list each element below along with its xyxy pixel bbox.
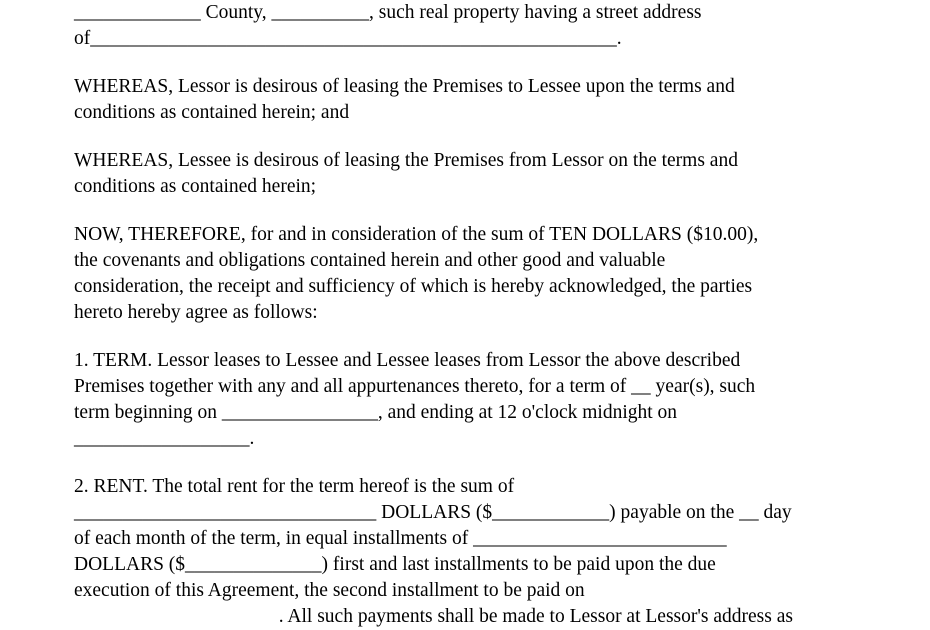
document-line: conditions as contained herein; xyxy=(74,176,317,197)
document-line: WHEREAS, Lessee is desirous of leasing the Premises from Lessor on the terms and xyxy=(74,150,738,171)
document-line: 1. TERM. Lessor leases to Lessee and Lessee leases from Lessor the above described xyxy=(74,350,741,371)
document-line: of______________________________________________________. xyxy=(74,28,622,49)
paragraph-2 xyxy=(74,148,930,200)
document-line: execution of this Agreement, the second installment to be paid on xyxy=(74,580,585,601)
paragraph-1 xyxy=(74,74,930,126)
document-line: 2. RENT. The total rent for the term hereof is the sum of xyxy=(74,476,515,497)
document-line: hereto hereby agree as follows: xyxy=(74,302,318,323)
document-line: WHEREAS, Lessor is desirous of leasing the Premises to Lessee upon the terms and xyxy=(74,76,735,97)
paragraph-5 xyxy=(74,474,930,630)
document-line: term beginning on ________________, and ending at 12 o'clock midnight on xyxy=(74,402,678,423)
document-line: . All such payments shall be made to Lessor at Lessor's address as xyxy=(74,606,793,627)
document-line: Premises together with any and all appurtenances thereto, for a term of __ year(s), such xyxy=(74,376,756,397)
document-line: _______________________________ DOLLARS ($____________) payable on the __ day xyxy=(74,502,792,523)
lease-agreement-text xyxy=(74,0,930,630)
document-line: of each month of the term, in equal installments of __________________________ xyxy=(74,528,727,549)
document-line: the covenants and obligations contained herein and other good and valuable xyxy=(74,250,666,271)
paragraph-3 xyxy=(74,222,930,326)
paragraph-4 xyxy=(74,348,930,452)
document-line: DOLLARS ($______________) first and last installments to be paid upon the due xyxy=(74,554,716,575)
document-line: __________________. xyxy=(74,428,255,449)
document-line: NOW, THEREFORE, for and in consideration of the sum of TEN DOLLARS ($10.00), xyxy=(74,224,759,245)
document-line: _____________ County, __________, such real property having a street address xyxy=(74,2,702,23)
document-line: conditions as contained herein; and xyxy=(74,102,350,123)
document-line: consideration, the receipt and sufficiency of which is hereby acknowledged, the parties xyxy=(74,276,753,297)
paragraph-0 xyxy=(74,0,930,52)
